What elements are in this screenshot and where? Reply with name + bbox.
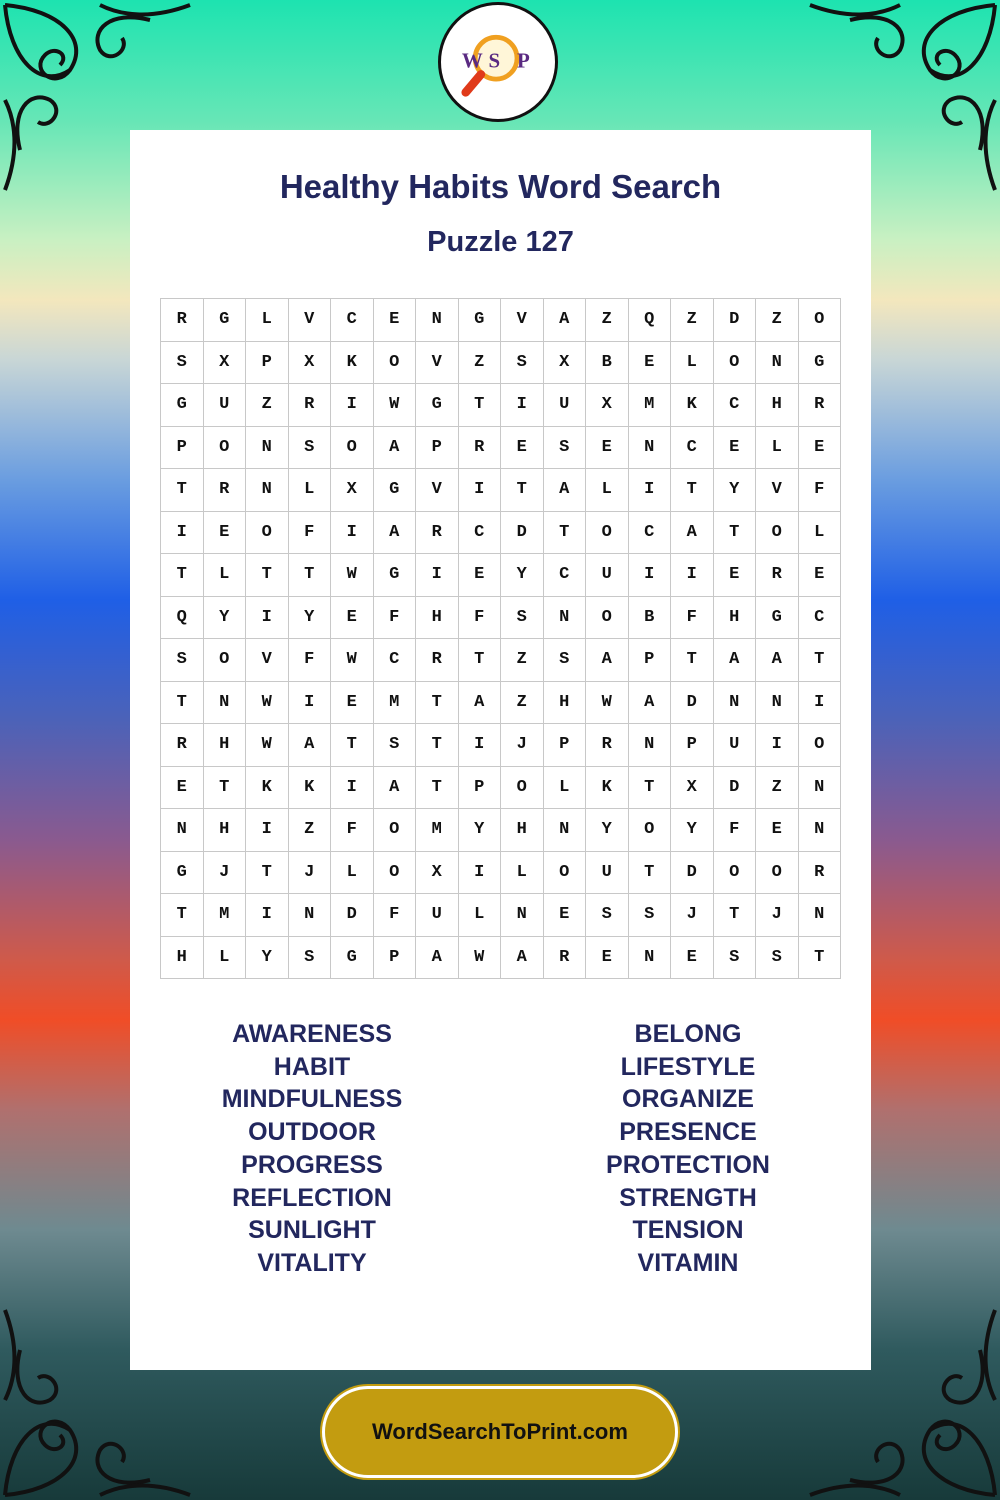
- grid-cell[interactable]: P: [544, 724, 587, 767]
- grid-cell[interactable]: T: [501, 469, 544, 512]
- grid-cell[interactable]: S: [586, 894, 629, 937]
- grid-cell[interactable]: T: [289, 554, 332, 597]
- grid-cell[interactable]: S: [756, 937, 799, 980]
- grid-cell[interactable]: G: [374, 554, 417, 597]
- grid-cell[interactable]: I: [501, 384, 544, 427]
- grid-cell[interactable]: E: [799, 554, 842, 597]
- grid-cell[interactable]: V: [246, 639, 289, 682]
- grid-cell[interactable]: A: [586, 639, 629, 682]
- grid-cell[interactable]: O: [714, 852, 757, 895]
- grid-cell[interactable]: F: [799, 469, 842, 512]
- grid-cell[interactable]: E: [501, 427, 544, 470]
- grid-cell[interactable]: T: [331, 724, 374, 767]
- grid-cell[interactable]: T: [204, 767, 247, 810]
- grid-cell[interactable]: Y: [289, 597, 332, 640]
- grid-cell[interactable]: O: [204, 427, 247, 470]
- grid-cell[interactable]: A: [501, 937, 544, 980]
- grid-cell[interactable]: A: [374, 427, 417, 470]
- grid-cell[interactable]: O: [799, 724, 842, 767]
- grid-cell[interactable]: O: [586, 597, 629, 640]
- word-item: STRENGTH: [619, 1183, 757, 1212]
- grid-cell[interactable]: T: [544, 512, 587, 555]
- grid-cell[interactable]: I: [756, 724, 799, 767]
- grid-cell[interactable]: S: [289, 937, 332, 980]
- grid-cell[interactable]: V: [416, 342, 459, 385]
- grid-cell[interactable]: H: [756, 384, 799, 427]
- grid-cell[interactable]: S: [161, 342, 204, 385]
- word-item: PROTECTION: [606, 1150, 770, 1179]
- word-item: REFLECTION: [232, 1183, 392, 1212]
- grid-cell[interactable]: Z: [501, 682, 544, 725]
- grid-cell[interactable]: S: [374, 724, 417, 767]
- grid-cell[interactable]: O: [501, 767, 544, 810]
- grid-cell[interactable]: D: [714, 299, 757, 342]
- grid-cell[interactable]: H: [161, 937, 204, 980]
- grid-cell[interactable]: R: [586, 724, 629, 767]
- grid-cell[interactable]: F: [714, 809, 757, 852]
- grid-cell[interactable]: N: [799, 894, 842, 937]
- grid-cell[interactable]: N: [204, 682, 247, 725]
- grid-cell[interactable]: U: [714, 724, 757, 767]
- grid-cell[interactable]: Y: [671, 809, 714, 852]
- word-list-left: [162, 1018, 462, 1280]
- grid-cell[interactable]: E: [331, 597, 374, 640]
- grid-cell[interactable]: O: [756, 512, 799, 555]
- logo-letter-w: W: [461, 48, 483, 73]
- grid-cell[interactable]: S: [289, 427, 332, 470]
- grid-cell[interactable]: P: [246, 342, 289, 385]
- grid-cell[interactable]: I: [629, 554, 672, 597]
- grid-cell[interactable]: K: [586, 767, 629, 810]
- grid-cell[interactable]: W: [246, 682, 289, 725]
- grid-cell[interactable]: L: [289, 469, 332, 512]
- grid-cell[interactable]: G: [459, 299, 502, 342]
- grid-cell[interactable]: T: [161, 554, 204, 597]
- grid-cell[interactable]: X: [544, 342, 587, 385]
- grid-cell[interactable]: Y: [714, 469, 757, 512]
- grid-cell[interactable]: H: [544, 682, 587, 725]
- grid-cell[interactable]: A: [714, 639, 757, 682]
- grid-cell[interactable]: L: [459, 894, 502, 937]
- grid-cell[interactable]: C: [629, 512, 672, 555]
- grid-cell[interactable]: A: [374, 767, 417, 810]
- grid-cell[interactable]: F: [331, 809, 374, 852]
- grid-cell[interactable]: I: [671, 554, 714, 597]
- grid-cell[interactable]: H: [204, 724, 247, 767]
- grid-cell[interactable]: H: [416, 597, 459, 640]
- grid-cell[interactable]: V: [289, 299, 332, 342]
- grid-cell[interactable]: F: [374, 894, 417, 937]
- grid-cell[interactable]: C: [459, 512, 502, 555]
- grid-cell[interactable]: T: [161, 894, 204, 937]
- grid-cell[interactable]: A: [544, 299, 587, 342]
- grid-cell[interactable]: L: [204, 554, 247, 597]
- grid-cell[interactable]: O: [544, 852, 587, 895]
- grid-cell[interactable]: W: [331, 554, 374, 597]
- grid-cell[interactable]: C: [671, 427, 714, 470]
- grid-cell[interactable]: S: [629, 894, 672, 937]
- wsp-logo[interactable]: [438, 2, 558, 122]
- grid-cell[interactable]: U: [586, 852, 629, 895]
- logo-letter-p: P: [517, 48, 530, 73]
- grid-cell[interactable]: K: [331, 342, 374, 385]
- grid-cell[interactable]: F: [289, 639, 332, 682]
- grid-cell[interactable]: M: [416, 809, 459, 852]
- grid-cell[interactable]: O: [204, 639, 247, 682]
- grid-cell[interactable]: H: [714, 597, 757, 640]
- grid-cell[interactable]: A: [459, 682, 502, 725]
- grid-cell[interactable]: P: [671, 724, 714, 767]
- grid-cell[interactable]: T: [799, 937, 842, 980]
- grid-cell[interactable]: O: [374, 342, 417, 385]
- grid-cell[interactable]: C: [714, 384, 757, 427]
- grid-cell[interactable]: P: [459, 767, 502, 810]
- grid-cell[interactable]: N: [544, 809, 587, 852]
- grid-cell[interactable]: Y: [246, 937, 289, 980]
- grid-cell[interactable]: E: [374, 299, 417, 342]
- grid-cell[interactable]: X: [416, 852, 459, 895]
- grid-cell[interactable]: J: [204, 852, 247, 895]
- grid-cell[interactable]: T: [416, 682, 459, 725]
- word-item: VITAMIN: [637, 1248, 739, 1277]
- grid-cell[interactable]: T: [459, 384, 502, 427]
- grid-cell[interactable]: W: [374, 384, 417, 427]
- grid-cell[interactable]: E: [671, 937, 714, 980]
- grid-cell[interactable]: T: [416, 767, 459, 810]
- grid-cell[interactable]: D: [671, 852, 714, 895]
- grid-cell[interactable]: E: [204, 512, 247, 555]
- grid-cell[interactable]: P: [374, 937, 417, 980]
- grid-cell[interactable]: D: [671, 682, 714, 725]
- grid-cell[interactable]: Q: [629, 299, 672, 342]
- grid-cell[interactable]: N: [161, 809, 204, 852]
- grid-cell[interactable]: N: [544, 597, 587, 640]
- grid-cell[interactable]: V: [416, 469, 459, 512]
- grid-cell[interactable]: N: [629, 937, 672, 980]
- grid-cell[interactable]: W: [331, 639, 374, 682]
- word-item: PRESENCE: [619, 1118, 757, 1147]
- grid-cell[interactable]: K: [246, 767, 289, 810]
- grid-cell[interactable]: N: [756, 682, 799, 725]
- grid-cell[interactable]: Y: [501, 554, 544, 597]
- word-item: MINDFULNESS: [221, 1085, 403, 1114]
- grid-cell[interactable]: R: [799, 384, 842, 427]
- grid-cell[interactable]: O: [246, 512, 289, 555]
- grid-cell[interactable]: G: [756, 597, 799, 640]
- grid-cell[interactable]: E: [161, 767, 204, 810]
- grid-cell[interactable]: U: [204, 384, 247, 427]
- grid-cell[interactable]: T: [246, 852, 289, 895]
- grid-cell[interactable]: T: [629, 767, 672, 810]
- grid-cell[interactable]: G: [331, 937, 374, 980]
- grid-cell[interactable]: L: [671, 342, 714, 385]
- grid-cell[interactable]: D: [331, 894, 374, 937]
- grid-cell[interactable]: R: [799, 852, 842, 895]
- grid-cell[interactable]: K: [289, 767, 332, 810]
- grid-cell[interactable]: F: [374, 597, 417, 640]
- grid-cell[interactable]: I: [246, 894, 289, 937]
- grid-cell[interactable]: Z: [459, 342, 502, 385]
- grid-cell[interactable]: Z: [671, 299, 714, 342]
- grid-cell[interactable]: R: [161, 299, 204, 342]
- grid-cell[interactable]: R: [416, 512, 459, 555]
- grid-cell[interactable]: E: [331, 682, 374, 725]
- grid-cell[interactable]: F: [459, 597, 502, 640]
- grid-cell[interactable]: L: [204, 937, 247, 980]
- word-item: BELONG: [634, 1020, 742, 1048]
- grid-cell[interactable]: I: [246, 597, 289, 640]
- grid-cell[interactable]: W: [246, 724, 289, 767]
- grid-cell[interactable]: E: [459, 554, 502, 597]
- grid-cell[interactable]: L: [331, 852, 374, 895]
- word-item: PROGRESS: [241, 1150, 383, 1179]
- grid-cell[interactable]: I: [416, 554, 459, 597]
- grid-cell[interactable]: U: [544, 384, 587, 427]
- puzzle-sheet: [130, 130, 871, 1370]
- grid-cell[interactable]: W: [586, 682, 629, 725]
- grid-cell[interactable]: P: [161, 427, 204, 470]
- grid-cell[interactable]: T: [629, 852, 672, 895]
- grid-cell[interactable]: R: [204, 469, 247, 512]
- grid-cell[interactable]: N: [756, 342, 799, 385]
- letter-grid[interactable]: [160, 298, 841, 979]
- grid-cell[interactable]: Z: [756, 767, 799, 810]
- grid-cell[interactable]: A: [544, 469, 587, 512]
- word-item: LIFESTYLE: [620, 1052, 756, 1081]
- grid-cell[interactable]: I: [161, 512, 204, 555]
- grid-cell[interactable]: M: [374, 682, 417, 725]
- word-list-right: [538, 1018, 838, 1280]
- grid-cell[interactable]: S: [161, 639, 204, 682]
- grid-cell[interactable]: R: [416, 639, 459, 682]
- grid-cell[interactable]: J: [671, 894, 714, 937]
- grid-cell[interactable]: G: [374, 469, 417, 512]
- grid-cell[interactable]: O: [374, 852, 417, 895]
- grid-cell[interactable]: T: [161, 682, 204, 725]
- grid-cell[interactable]: K: [671, 384, 714, 427]
- grid-cell[interactable]: T: [246, 554, 289, 597]
- grid-cell[interactable]: N: [289, 894, 332, 937]
- grid-cell[interactable]: I: [799, 682, 842, 725]
- grid-cell[interactable]: A: [289, 724, 332, 767]
- word-item: SUNLIGHT: [248, 1216, 376, 1245]
- grid-cell[interactable]: E: [756, 809, 799, 852]
- grid-cell[interactable]: R: [459, 427, 502, 470]
- grid-cell[interactable]: A: [671, 512, 714, 555]
- grid-cell[interactable]: T: [799, 639, 842, 682]
- word-item: VITALITY: [257, 1248, 367, 1277]
- grid-cell[interactable]: G: [416, 384, 459, 427]
- grid-cell[interactable]: Y: [459, 809, 502, 852]
- grid-cell[interactable]: C: [799, 597, 842, 640]
- grid-cell[interactable]: Q: [161, 597, 204, 640]
- grid-cell[interactable]: L: [501, 852, 544, 895]
- grid-cell[interactable]: T: [671, 469, 714, 512]
- word-item: OUTDOOR: [248, 1118, 376, 1147]
- grid-cell[interactable]: X: [331, 469, 374, 512]
- grid-cell[interactable]: P: [629, 639, 672, 682]
- grid-cell[interactable]: Z: [586, 299, 629, 342]
- grid-cell[interactable]: I: [331, 767, 374, 810]
- grid-cell[interactable]: L: [544, 767, 587, 810]
- grid-cell[interactable]: L: [756, 427, 799, 470]
- word-item: ORGANIZE: [622, 1085, 754, 1114]
- grid-cell[interactable]: V: [756, 469, 799, 512]
- grid-cell[interactable]: T: [714, 894, 757, 937]
- grid-cell[interactable]: N: [714, 682, 757, 725]
- grid-cell[interactable]: E: [714, 427, 757, 470]
- grid-cell[interactable]: R: [161, 724, 204, 767]
- grid-cell[interactable]: I: [459, 724, 502, 767]
- grid-cell[interactable]: N: [246, 427, 289, 470]
- grid-cell[interactable]: H: [501, 809, 544, 852]
- grid-cell[interactable]: N: [501, 894, 544, 937]
- grid-cell[interactable]: F: [671, 597, 714, 640]
- grid-cell[interactable]: A: [756, 639, 799, 682]
- grid-cell[interactable]: Z: [289, 809, 332, 852]
- website-button[interactable]: WordSearchToPrint.com: [322, 1386, 678, 1478]
- grid-cell[interactable]: E: [586, 427, 629, 470]
- grid-cell[interactable]: N: [246, 469, 289, 512]
- grid-cell[interactable]: E: [799, 427, 842, 470]
- logo-letter-s: S: [488, 48, 501, 73]
- grid-cell[interactable]: B: [586, 342, 629, 385]
- grid-cell[interactable]: T: [714, 512, 757, 555]
- grid-cell[interactable]: V: [501, 299, 544, 342]
- grid-cell[interactable]: D: [714, 767, 757, 810]
- grid-cell[interactable]: A: [416, 937, 459, 980]
- grid-cell[interactable]: X: [289, 342, 332, 385]
- grid-cell[interactable]: N: [799, 767, 842, 810]
- grid-cell[interactable]: C: [331, 299, 374, 342]
- grid-cell[interactable]: T: [416, 724, 459, 767]
- grid-cell[interactable]: N: [416, 299, 459, 342]
- grid-cell[interactable]: S: [544, 639, 587, 682]
- grid-cell[interactable]: I: [459, 469, 502, 512]
- grid-cell[interactable]: E: [714, 554, 757, 597]
- grid-cell[interactable]: R: [544, 937, 587, 980]
- grid-cell[interactable]: J: [501, 724, 544, 767]
- word-item: AWARENESS: [232, 1020, 392, 1048]
- grid-cell[interactable]: A: [629, 682, 672, 725]
- grid-cell[interactable]: E: [544, 894, 587, 937]
- grid-cell[interactable]: G: [204, 299, 247, 342]
- grid-cell[interactable]: N: [799, 809, 842, 852]
- grid-cell[interactable]: F: [289, 512, 332, 555]
- grid-cell[interactable]: U: [586, 554, 629, 597]
- grid-cell[interactable]: Z: [246, 384, 289, 427]
- grid-cell[interactable]: Y: [204, 597, 247, 640]
- grid-cell[interactable]: T: [671, 639, 714, 682]
- grid-cell[interactable]: O: [374, 809, 417, 852]
- grid-cell[interactable]: Z: [501, 639, 544, 682]
- grid-cell[interactable]: Y: [586, 809, 629, 852]
- grid-cell[interactable]: H: [204, 809, 247, 852]
- grid-cell[interactable]: L: [586, 469, 629, 512]
- grid-cell[interactable]: X: [671, 767, 714, 810]
- grid-cell[interactable]: L: [799, 512, 842, 555]
- grid-cell[interactable]: E: [586, 937, 629, 980]
- grid-cell[interactable]: I: [289, 682, 332, 725]
- grid-cell[interactable]: D: [501, 512, 544, 555]
- grid-cell[interactable]: O: [799, 299, 842, 342]
- grid-cell[interactable]: J: [289, 852, 332, 895]
- grid-cell[interactable]: M: [629, 384, 672, 427]
- grid-cell[interactable]: G: [161, 384, 204, 427]
- grid-cell[interactable]: N: [629, 724, 672, 767]
- grid-cell[interactable]: S: [544, 427, 587, 470]
- grid-cell[interactable]: O: [586, 512, 629, 555]
- grid-cell[interactable]: O: [629, 809, 672, 852]
- grid-cell[interactable]: O: [756, 852, 799, 895]
- grid-cell[interactable]: S: [501, 597, 544, 640]
- grid-cell[interactable]: O: [331, 427, 374, 470]
- grid-cell[interactable]: N: [629, 427, 672, 470]
- grid-cell[interactable]: P: [416, 427, 459, 470]
- puzzle-number: Puzzle 127: [427, 226, 574, 258]
- grid-cell[interactable]: X: [204, 342, 247, 385]
- grid-cell[interactable]: S: [714, 937, 757, 980]
- grid-cell[interactable]: X: [586, 384, 629, 427]
- grid-cell[interactable]: O: [714, 342, 757, 385]
- grid-cell[interactable]: M: [204, 894, 247, 937]
- grid-cell[interactable]: T: [161, 469, 204, 512]
- grid-cell[interactable]: U: [416, 894, 459, 937]
- grid-cell[interactable]: L: [246, 299, 289, 342]
- grid-cell[interactable]: W: [459, 937, 502, 980]
- grid-cell[interactable]: E: [629, 342, 672, 385]
- grid-cell[interactable]: A: [374, 512, 417, 555]
- grid-cell[interactable]: C: [374, 639, 417, 682]
- grid-cell[interactable]: I: [629, 469, 672, 512]
- grid-cell[interactable]: G: [161, 852, 204, 895]
- word-item: HABIT: [273, 1052, 351, 1081]
- grid-cell[interactable]: G: [799, 342, 842, 385]
- grid-cell[interactable]: J: [756, 894, 799, 937]
- grid-cell[interactable]: I: [246, 809, 289, 852]
- grid-cell[interactable]: Z: [756, 299, 799, 342]
- grid-cell[interactable]: R: [756, 554, 799, 597]
- grid-cell[interactable]: I: [331, 384, 374, 427]
- grid-cell[interactable]: C: [544, 554, 587, 597]
- grid-cell[interactable]: B: [629, 597, 672, 640]
- grid-cell[interactable]: I: [459, 852, 502, 895]
- grid-cell[interactable]: R: [289, 384, 332, 427]
- page-title: Healthy Habits Word Search: [279, 168, 722, 205]
- grid-cell[interactable]: S: [501, 342, 544, 385]
- word-item: TENSION: [632, 1216, 744, 1245]
- grid-cell[interactable]: T: [459, 639, 502, 682]
- grid-cell[interactable]: I: [331, 512, 374, 555]
